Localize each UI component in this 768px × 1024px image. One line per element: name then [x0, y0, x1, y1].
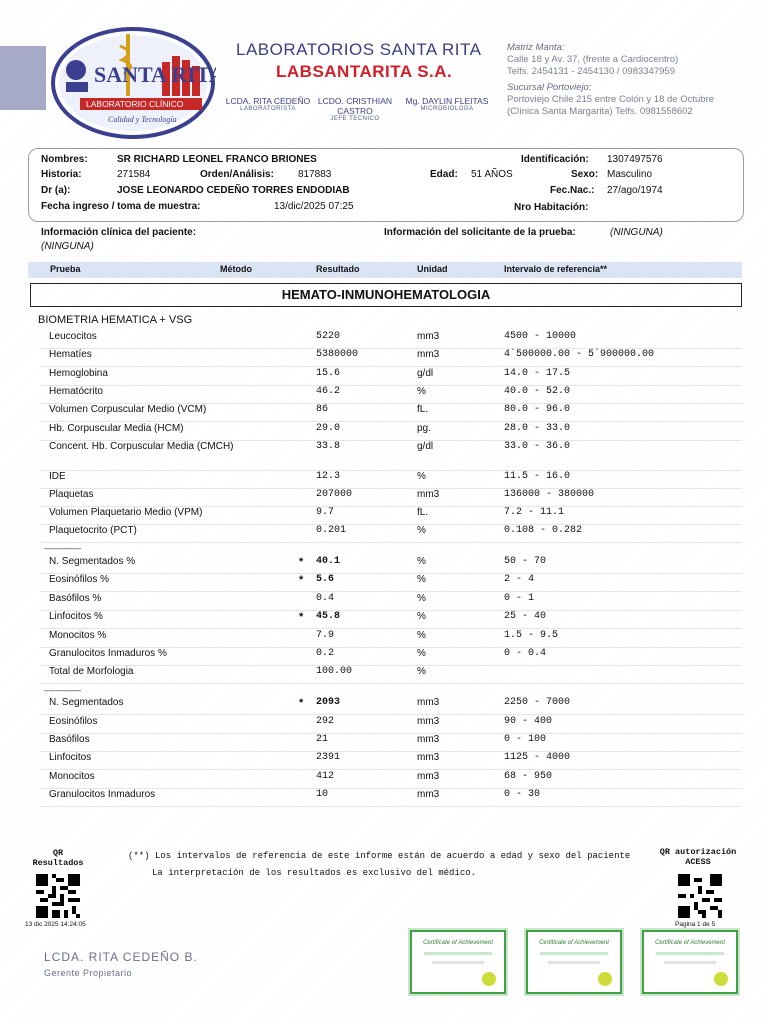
certificate-2 [526, 930, 622, 994]
sexo-label: Sexo: [571, 169, 599, 180]
reference-range: 136000 - 380000 [504, 489, 595, 500]
page-number: Pagina 1 de 5 [675, 921, 716, 928]
test-name: Basófilos % [49, 593, 102, 604]
results-column-header [28, 262, 742, 278]
identification-value: 1307497576 [607, 154, 663, 165]
result-unit: % [417, 593, 426, 604]
result-value: 46.2 [316, 386, 341, 397]
habitacion-label: Nro Habitación: [514, 202, 589, 213]
result-unit: % [417, 386, 426, 397]
ingreso-label: Fecha ingreso / toma de muestra: [41, 201, 201, 212]
reference-range: 68 - 950 [504, 771, 553, 782]
test-name: Plaquetocrito (PCT) [49, 525, 137, 536]
test-name: Volumen Corpuscular Medio (VCM) [49, 404, 207, 415]
result-row [40, 611, 742, 629]
staff-1-role: LABORATORISTA [240, 106, 296, 112]
result-unit: % [417, 556, 426, 567]
test-name: Linfocitos % [49, 611, 103, 622]
test-name: Volumen Plaquetario Medio (VPM) [49, 507, 203, 518]
col-method: Método [220, 264, 252, 274]
test-name: IDE [49, 471, 66, 482]
result-row [40, 574, 742, 592]
result-unit: g/dl [417, 368, 434, 379]
result-unit: mm3 [417, 489, 440, 500]
orden-label: Orden/Análisis: [200, 169, 274, 180]
test-name: Linfocitos [49, 752, 92, 763]
result-row [40, 648, 742, 666]
logo-text-sub: LABORATORIO CLÍNICO [86, 99, 184, 109]
test-name: Eosinófilos [49, 716, 98, 727]
staff-3-name: Mg. DAYLIN FLEITAS [405, 96, 489, 106]
result-value: 33.8 [316, 441, 341, 452]
requester-info-value: (NINGUNA) [610, 227, 663, 238]
fecnac-label: Fec.Nac.: [550, 185, 595, 196]
result-value: 292 [316, 716, 335, 727]
test-name: Hb. Corpuscular Media (HCM) [49, 423, 184, 434]
test-name: Monocitos [49, 771, 95, 782]
branch-manta-phones: Telfs. 2454131 - 2454130 / 0983347959 [507, 66, 675, 77]
result-value: 86 [316, 404, 329, 415]
abnormal-flag: * [299, 697, 304, 709]
result-value: 15.6 [316, 368, 341, 379]
reference-range: 28.0 - 33.0 [504, 423, 571, 434]
test-name: Leucocitos [49, 331, 97, 342]
branch-portoviejo-title: Sucursal Portoviejo: [507, 82, 592, 93]
col-unit: Unidad [417, 264, 448, 274]
result-unit: mm3 [417, 349, 440, 360]
nombres-label: Nombres: [41, 154, 88, 165]
identification-label: Identificación: [521, 154, 589, 165]
col-range: Intervalo de referencia** [504, 264, 608, 274]
subsection-title: BIOMETRIA HEMATICA + VSG [38, 314, 193, 326]
certificate-2-title: Certificate of Achievement [539, 940, 609, 946]
result-value: 40.1 [316, 556, 341, 567]
test-name: Monocitos % [49, 630, 107, 641]
sexo-value: Masculino [607, 169, 653, 180]
patient-name: SR RICHARD LEONEL FRANCO BRIONES [117, 154, 317, 165]
result-unit: % [417, 666, 426, 677]
result-value: 9.7 [316, 507, 335, 518]
result-unit: % [417, 525, 426, 536]
result-unit: fL. [417, 507, 429, 518]
result-row [40, 556, 742, 574]
reference-range: 0 - 0.4 [504, 648, 547, 659]
section-title: HEMATO-INMUNOHEMATOLOGIA [30, 283, 742, 307]
interpretation-note: La interpretación de los resultados es exclusivo del médico. [152, 868, 477, 878]
qr-results-code[interactable] [36, 874, 80, 918]
result-value: 0.201 [316, 525, 347, 536]
branch-portoviejo [507, 82, 714, 118]
result-row [40, 752, 742, 770]
result-unit: pg. [417, 423, 431, 434]
result-row [40, 771, 742, 789]
result-value: 0.4 [316, 593, 335, 604]
result-row [40, 734, 742, 752]
reference-range: 0 - 1 [504, 593, 535, 604]
reference-range: 33.0 - 36.0 [504, 441, 571, 452]
result-row [40, 789, 742, 807]
historia-label: Historia: [41, 169, 82, 180]
branch-portoviejo-address: Portoviejo Chile 215 entre Colón y 18 de Octubre [507, 94, 715, 105]
reference-range: 25 - 40 [504, 611, 547, 622]
branch-manta-title: Matriz Manta: [507, 42, 565, 53]
lab-company: LABSANTARITA S.A. [276, 62, 453, 81]
result-unit: mm3 [417, 734, 440, 745]
logo-tagline: Calidad y Tecnología [108, 115, 177, 124]
branch-manta [507, 42, 678, 78]
result-value: 21 [316, 734, 329, 745]
reference-range: 2250 - 7000 [504, 697, 571, 708]
doctor-label: Dr (a): [41, 185, 71, 196]
orden-value: 817883 [298, 169, 332, 180]
test-name: Hematócrito [49, 386, 103, 397]
result-value: 5.6 [316, 574, 335, 585]
requester-info-label: Información del solicitante de la prueba: [384, 227, 576, 238]
abnormal-flag: * [299, 574, 304, 586]
col-result: Resultado [316, 264, 360, 274]
result-value: 10 [316, 789, 329, 800]
reference-note: (**) Los intervalos de referencia de este informe están de acuerdo a edad y sexo del paciente [128, 851, 631, 861]
reference-range: 80.0 - 96.0 [504, 404, 571, 415]
reference-range: 0.108 - 0.282 [504, 525, 583, 536]
result-row [40, 593, 742, 611]
result-value: 207000 [316, 489, 353, 500]
test-name: Hemoglobina [49, 368, 108, 379]
lab-logo [50, 26, 216, 140]
result-unit: % [417, 471, 426, 482]
result-unit: mm3 [417, 331, 440, 342]
result-value: 45.8 [316, 611, 341, 622]
qr-auth-code[interactable] [678, 874, 722, 918]
result-row [40, 630, 742, 648]
result-row [40, 471, 742, 489]
fecnac-value: 27/ago/1974 [607, 185, 663, 196]
staff-3 [404, 96, 490, 112]
historia-value: 271584 [117, 169, 151, 180]
result-row [40, 441, 742, 471]
result-row [40, 697, 742, 715]
edad-label: Edad: [430, 169, 458, 180]
reference-range: 1125 - 4000 [504, 752, 571, 763]
result-unit: g/dl [417, 441, 434, 452]
test-name: Hematíes [49, 349, 92, 360]
result-unit: mm3 [417, 771, 440, 782]
staff-2-role: JEFE TECNICO [330, 116, 380, 122]
test-name: Granulocitos Inmaduros % [49, 648, 167, 659]
result-row [40, 666, 742, 684]
certificate-1 [410, 930, 506, 994]
staff-2-name: LCDO. CRISTHIAN CASTRO [317, 96, 393, 116]
logo-text-main: SANTA RITA [94, 62, 216, 87]
result-row [40, 331, 742, 349]
result-value: 5380000 [316, 349, 359, 360]
result-value: 0.2 [316, 648, 335, 659]
branch-manta-address: Calle 18 y Av. 37, (frente a Cardiocentro) [507, 54, 679, 65]
header-accent-tab [0, 46, 46, 110]
doctor-value: JOSE LEONARDO CEDEÑO TORRES ENDODIAB [117, 185, 350, 196]
result-value: 2391 [316, 752, 341, 763]
reference-range: 11.5 - 16.0 [504, 471, 571, 482]
result-row [40, 404, 742, 422]
qr-auth-label: QR autorización ACESS [659, 847, 737, 867]
result-row [40, 386, 742, 404]
reference-range: 7.2 - 11.1 [504, 507, 565, 518]
result-value: 12.3 [316, 471, 341, 482]
test-name: Concent. Hb. Corpuscular Media (CMCH) [49, 441, 234, 452]
reference-range: 1.5 - 9.5 [504, 630, 559, 641]
reference-range: 2 - 4 [504, 574, 535, 585]
result-unit: mm3 [417, 752, 440, 763]
signer-name: LCDA. RITA CEDEÑO B. [44, 950, 198, 964]
result-row [40, 349, 742, 367]
result-row [40, 507, 742, 525]
result-value: 5220 [316, 331, 341, 342]
ingreso-value: 13/dic/2025 07:25 [274, 201, 354, 212]
test-name: N. Segmentados % [49, 556, 136, 567]
reference-range: 4500 - 10000 [504, 331, 577, 342]
abnormal-flag: * [299, 611, 304, 623]
result-unit: fL. [417, 404, 429, 415]
result-unit: % [417, 574, 426, 585]
result-row [40, 423, 742, 441]
reference-range: 40.0 - 52.0 [504, 386, 571, 397]
abnormal-flag: * [299, 556, 304, 568]
result-value: 412 [316, 771, 335, 782]
result-value: 7.9 [316, 630, 335, 641]
branch-portoviejo-phones: (Clínica Santa Margarita) Telfs. 0981558602 [507, 106, 693, 117]
staff-3-role: MICROBIOLOGA [420, 106, 474, 112]
result-row [40, 525, 742, 543]
qr-results-label: QR Resultados [32, 848, 84, 868]
separator-1: ----------------- [44, 544, 81, 553]
test-name: N. Segmentados [49, 697, 124, 708]
test-name: Granulocitos Inmaduros [49, 789, 156, 800]
result-unit: mm3 [417, 789, 440, 800]
test-name: Eosinófilos % [49, 574, 110, 585]
signer-role: Gerente Propietario [44, 968, 133, 978]
result-value: 2093 [316, 697, 341, 708]
col-test: Prueba [50, 264, 81, 274]
lab-name: LABORATORIOS SANTA RITA [236, 40, 482, 59]
result-row [40, 716, 742, 734]
test-name: Basófilos [49, 734, 90, 745]
result-value: 100.00 [316, 666, 353, 677]
staff-1-name: LCDA. RITA CEDEÑO [225, 96, 311, 106]
certificate-3 [642, 930, 738, 994]
result-unit: % [417, 630, 426, 641]
reference-range: 0 - 30 [504, 789, 541, 800]
result-unit: % [417, 611, 426, 622]
result-row [40, 368, 742, 386]
staff-2 [302, 96, 408, 122]
clinical-info-label: Información clínica del paciente: [41, 227, 197, 238]
reference-range: 50 - 70 [504, 556, 547, 567]
result-unit: mm3 [417, 697, 440, 708]
reference-range: 90 - 400 [504, 716, 553, 727]
separator-2: ----------------- [44, 686, 81, 695]
certificate-1-title: Certificate of Achievement [423, 940, 493, 946]
reference-range: 14.0 - 17.5 [504, 368, 571, 379]
result-unit: mm3 [417, 716, 440, 727]
certificate-3-title: Certificate of Achievement [655, 940, 725, 946]
reference-range: 4`500000.00 - 5`900000.00 [504, 349, 655, 360]
edad-value: 51 AÑOS [471, 169, 513, 180]
result-unit: % [417, 648, 426, 659]
test-name: Total de Morfologia [49, 666, 134, 677]
clinical-info-value: (NINGUNA) [41, 241, 94, 252]
print-timestamp: 13 dic 2025 14:24:05 [25, 921, 86, 928]
result-row [40, 489, 742, 507]
reference-range: 0 - 100 [504, 734, 547, 745]
test-name: Plaquetas [49, 489, 94, 500]
result-value: 29.0 [316, 423, 341, 434]
